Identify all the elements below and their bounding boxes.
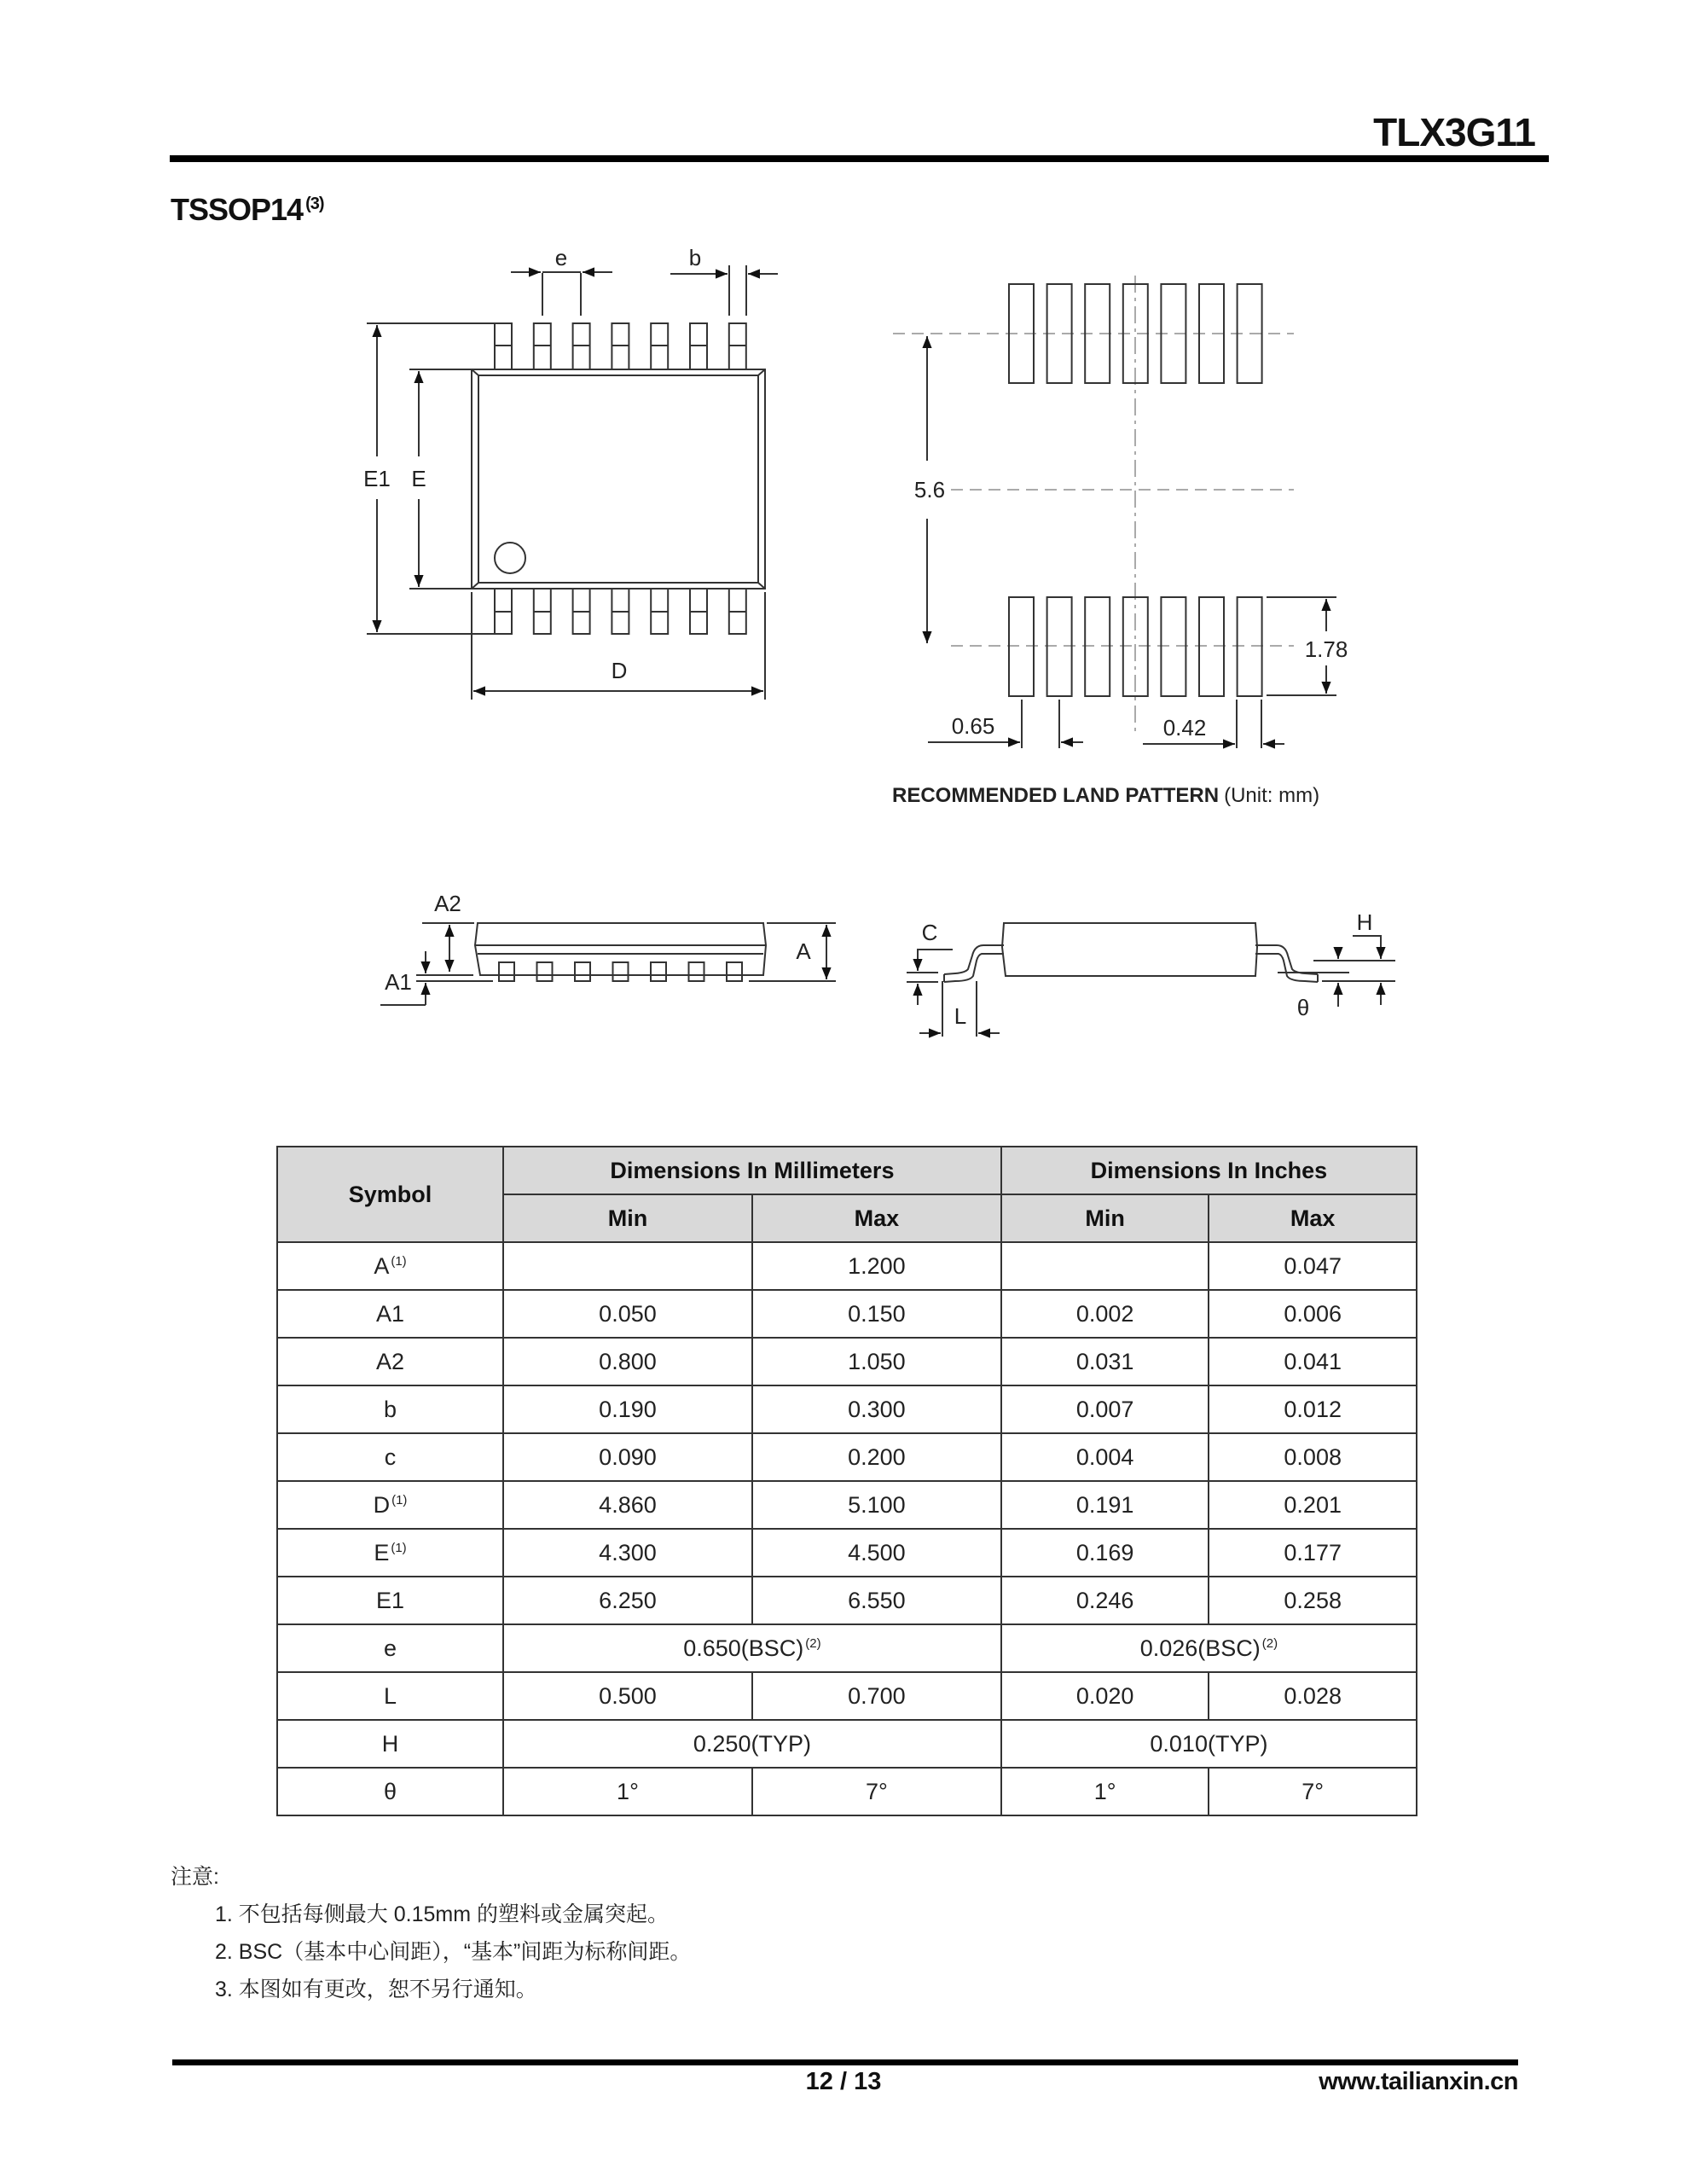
cell-mm-span [503, 1624, 1001, 1672]
bottom-leads [495, 589, 746, 634]
land-pattern-caption [892, 784, 1319, 807]
table-row [277, 1481, 1417, 1529]
land-pad-length: 1.78 [1304, 636, 1348, 662]
cell-mm-max: 1.050 [752, 1338, 1001, 1385]
caption-unit: (Unit: mm) [1224, 784, 1320, 807]
website-link[interactable]: www.tailianxin.cn [1319, 2068, 1518, 2095]
table-row [277, 1338, 1417, 1385]
symbol-text: D [373, 1491, 391, 1518]
land-pitch: 0.65 [951, 713, 995, 739]
top-view [367, 265, 778, 700]
label-A: A [796, 938, 811, 964]
symbol-note: (1) [391, 1540, 407, 1555]
cell-in-min: 0.031 [1001, 1338, 1209, 1385]
cell-mm-min [503, 1242, 752, 1290]
cell-in-span [1001, 1624, 1417, 1672]
span-value: 0.250(TYP) [693, 1730, 811, 1757]
cell-symbol [277, 1433, 503, 1481]
package-name: TSSOP14 [171, 192, 304, 227]
cell-in-min: 0.246 [1001, 1577, 1209, 1624]
lead-detail-view [907, 923, 1395, 1037]
label-L: L [954, 1003, 967, 1029]
label-E1: E1 [363, 466, 391, 491]
cell-symbol [277, 1720, 503, 1768]
table-row [277, 1577, 1417, 1624]
cell-in-min: 0.002 [1001, 1290, 1209, 1338]
cell-mm-max: 4.500 [752, 1529, 1001, 1577]
cell-symbol [277, 1624, 503, 1672]
cell-mm-min: 0.500 [503, 1672, 752, 1720]
symbol-text: A2 [375, 1348, 405, 1374]
symbol-text: e [383, 1635, 397, 1661]
footer-rule [172, 2059, 1518, 2065]
cell-symbol [277, 1768, 503, 1815]
cell-in-max: 0.012 [1209, 1385, 1417, 1433]
symbol-text: L [383, 1682, 397, 1709]
span-note: (2) [805, 1635, 821, 1651]
cell-mm-min: 1° [503, 1768, 752, 1815]
note-item: 2. BSC（基本中心间距），“基本”间距为标称间距。 [215, 1940, 692, 1964]
table-row [277, 1529, 1417, 1577]
ic-body-inner [478, 375, 758, 583]
cell-mm-max: 0.150 [752, 1290, 1001, 1338]
label-A2: A2 [434, 891, 461, 916]
symbol-note: (1) [391, 1253, 407, 1269]
side-lead [651, 962, 666, 981]
cell-mm-min: 4.300 [503, 1529, 752, 1577]
section-title-note: (3) [305, 195, 324, 213]
top-leads [495, 323, 746, 369]
side-view [380, 853, 836, 1005]
dimensions-table-body [277, 1242, 1417, 1815]
symbol-text: A1 [375, 1300, 405, 1327]
header-mm-min: Min [503, 1194, 752, 1242]
side-lead [499, 962, 514, 981]
span-value: 0.650(BSC) [683, 1635, 804, 1661]
page-number: 12 / 13 [805, 2068, 882, 2095]
header-in-min: Min [1001, 1194, 1209, 1242]
symbol-text: E [374, 1539, 390, 1565]
symbol-text: H [381, 1730, 399, 1757]
cell-mm-max: 0.200 [752, 1433, 1001, 1481]
land-pad-width: 0.42 [1162, 715, 1207, 741]
cell-symbol [277, 1577, 503, 1624]
symbol-text: θ [383, 1778, 397, 1804]
cell-symbol [277, 1242, 503, 1290]
ic-body-outline [472, 369, 765, 589]
label-E: E [411, 466, 426, 491]
label-e: e [554, 245, 568, 270]
cell-mm-min: 4.860 [503, 1481, 752, 1529]
cell-mm-min: 0.800 [503, 1338, 752, 1385]
cell-in-max: 0.041 [1209, 1338, 1417, 1385]
cell-symbol [277, 1385, 503, 1433]
label-H: H [1356, 909, 1373, 935]
table-row [277, 1385, 1417, 1433]
cell-symbol [277, 1338, 503, 1385]
side-lead [689, 962, 704, 981]
document-title: TLX3G11 [1373, 110, 1535, 154]
cell-in-max: 0.177 [1209, 1529, 1417, 1577]
caption-bold: RECOMMENDED LAND PATTERN [892, 784, 1220, 807]
side-lead [727, 962, 742, 981]
cell-symbol [277, 1529, 503, 1577]
span-value: 0.010(TYP) [1150, 1730, 1268, 1757]
notes-section [171, 1858, 691, 2008]
cell-in-max: 0.008 [1209, 1433, 1417, 1481]
cell-in-min: 1° [1001, 1768, 1209, 1815]
cell-mm-max: 1.200 [752, 1242, 1001, 1290]
cell-symbol [277, 1672, 503, 1720]
notes-heading: 注意: [171, 1865, 219, 1889]
symbol-note: (1) [391, 1492, 408, 1507]
cell-in-min [1001, 1242, 1209, 1290]
header-symbol: Symbol [277, 1147, 503, 1242]
cell-in-min: 0.191 [1001, 1481, 1209, 1529]
label-C: C [921, 920, 938, 945]
land-pitch-span: 5.6 [913, 477, 946, 502]
symbol-text: E1 [375, 1587, 405, 1613]
cell-mm-max: 0.300 [752, 1385, 1001, 1433]
symbol-text: c [384, 1443, 397, 1470]
table-row [277, 1242, 1417, 1290]
land-pattern [893, 276, 1336, 748]
side-leads [499, 962, 742, 981]
cell-in-min: 0.004 [1001, 1433, 1209, 1481]
cell-in-min: 0.169 [1001, 1529, 1209, 1577]
label-b: b [688, 245, 702, 270]
header-mm-max: Max [752, 1194, 1001, 1242]
side-lead [575, 962, 590, 981]
cell-mm-max: 5.100 [752, 1481, 1001, 1529]
cell-mm-min: 0.090 [503, 1433, 752, 1481]
lead-view-body [1002, 923, 1257, 976]
cell-in-max: 0.201 [1209, 1481, 1417, 1529]
cell-mm-min: 6.250 [503, 1577, 752, 1624]
table-row [277, 1672, 1417, 1720]
symbol-text: b [383, 1396, 397, 1422]
header-millimeters: Dimensions In Millimeters [503, 1147, 1001, 1194]
cell-mm-min: 0.190 [503, 1385, 752, 1433]
cell-in-max: 0.047 [1209, 1242, 1417, 1290]
symbol-text: A [374, 1252, 390, 1279]
cell-in-max: 0.258 [1209, 1577, 1417, 1624]
dimensions-table [276, 1146, 1417, 1816]
cell-mm-min: 0.050 [503, 1290, 752, 1338]
label-theta: θ [1296, 995, 1310, 1020]
note-item: 3. 本图如有更改，恕不另行通知。 [215, 1978, 537, 2001]
cell-symbol [277, 1481, 503, 1529]
side-lead [537, 962, 553, 981]
cell-in-max: 7° [1209, 1768, 1417, 1815]
cell-in-max: 0.006 [1209, 1290, 1417, 1338]
note-item: 1. 不包括每侧最大 0.15mm 的塑料或金属突起。 [215, 1902, 669, 1926]
cell-mm-span [503, 1720, 1001, 1768]
cell-in-min: 0.007 [1001, 1385, 1209, 1433]
cell-mm-max: 6.550 [752, 1577, 1001, 1624]
header-in-max: Max [1209, 1194, 1417, 1242]
cell-mm-max: 0.700 [752, 1672, 1001, 1720]
label-A1: A1 [385, 969, 412, 995]
table-row [277, 1433, 1417, 1481]
cell-in-max: 0.028 [1209, 1672, 1417, 1720]
table-row [277, 1720, 1417, 1768]
span-note: (2) [1261, 1635, 1278, 1651]
cell-in-min: 0.020 [1001, 1672, 1209, 1720]
pin1-marker-icon [495, 543, 525, 573]
table-row [277, 1290, 1417, 1338]
table-row [277, 1624, 1417, 1672]
header-inches: Dimensions In Inches [1001, 1147, 1417, 1194]
table-row [277, 1768, 1417, 1815]
label-D: D [611, 658, 628, 683]
side-body [475, 923, 766, 975]
cell-in-span [1001, 1720, 1417, 1768]
side-lead [613, 962, 629, 981]
cell-symbol [277, 1290, 503, 1338]
span-value: 0.026(BSC) [1139, 1635, 1261, 1661]
cell-mm-max: 7° [752, 1768, 1001, 1815]
